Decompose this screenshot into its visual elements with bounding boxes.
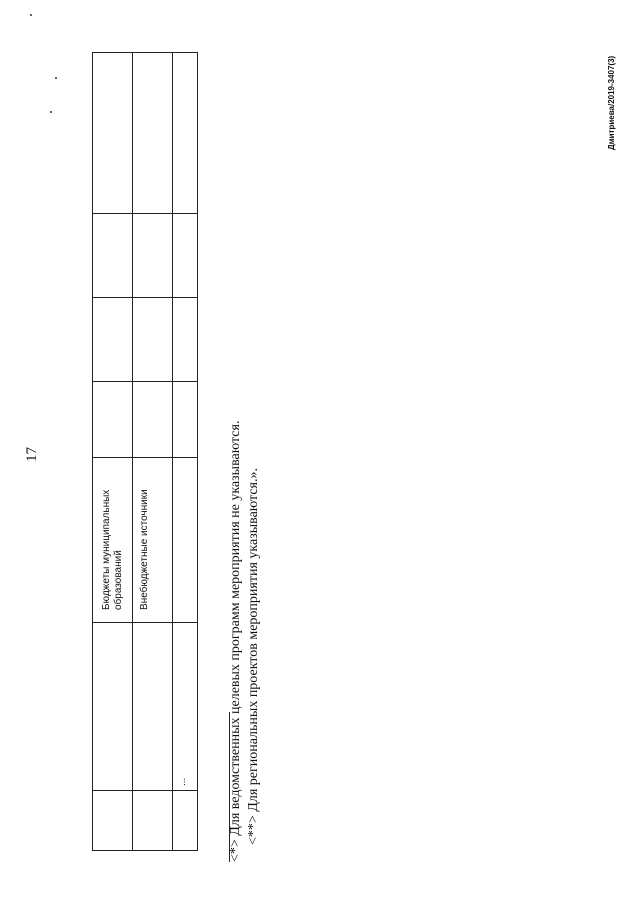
table-column-divider [92,213,198,214]
document-code: Дмитриева/2019-3407(3) [607,55,616,150]
scan-speck [50,111,52,113]
table-border-right [197,52,198,850]
table-column-divider [92,297,198,298]
table-border-top [92,52,198,53]
table-border-left [92,52,93,850]
scan-speck [30,14,32,16]
footnote-regional-projects: <**> Для региональных проектов мероприятия указываются.». [246,468,261,845]
table-row-divider [172,52,173,850]
table-border-bottom [92,850,198,851]
table-row-label-ellipsis: ... [177,777,188,786]
table-column-divider [92,790,198,791]
table-column-divider [92,381,198,382]
page-number: 17 [24,447,40,462]
table-row-label-municipal-budgets: Бюджеты муниципальных образований [101,489,124,610]
footnote-departmental-programs: <*> Для ведомственных целевых программ мероприятия не указываются. [228,420,243,862]
table-column-divider [92,457,198,458]
table-row-label-extrabudgetary-sources: Внебюджетные источники [139,489,150,610]
table-row-divider [132,52,133,850]
scan-speck [55,77,57,79]
table-column-divider [92,622,198,623]
